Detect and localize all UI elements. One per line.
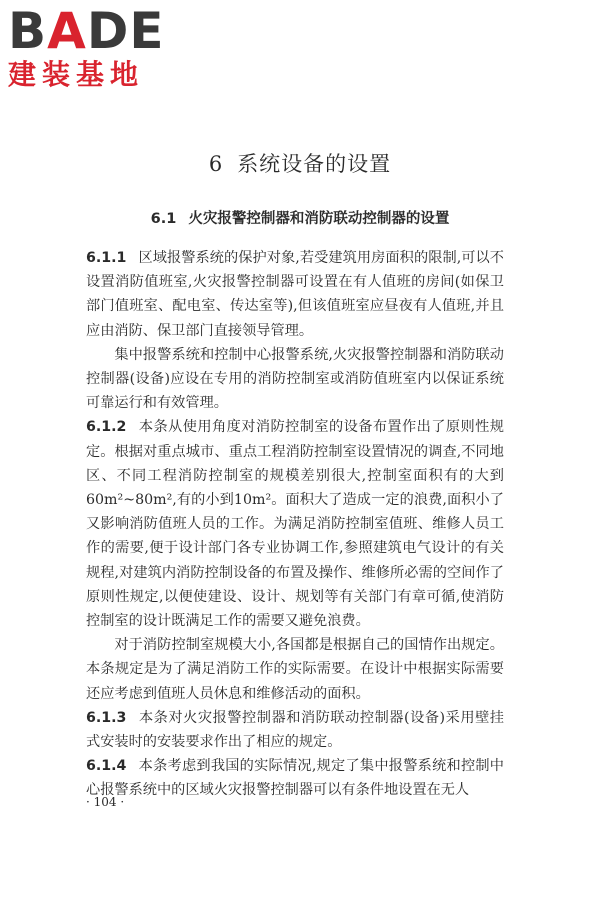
logo-letter-b: B: [8, 2, 48, 60]
clause-number: 6.1.4: [86, 758, 127, 775]
logo-wordmark: [8, 4, 178, 58]
section-title-text: 火灾报警控制器和消防联动控制器的设置: [188, 211, 450, 227]
clause-number: 6.1.1: [86, 250, 127, 266]
paragraph-text: 本条考虑到我国的实际情况,规定了集中报警系统和控制中心报警系统中的区域火灾报警控制器可以有条件地设置在无人: [86, 758, 504, 799]
clause-number: 6.1.3: [86, 709, 127, 726]
logo-letters-de: DE: [86, 2, 165, 60]
body-text: [86, 246, 504, 803]
section-title: [0, 207, 600, 228]
paragraph: [86, 706, 504, 754]
chapter-title: [0, 148, 600, 178]
paragraph: [86, 633, 504, 706]
paragraph-text: 本条对火灾报警控制器和消防联动控制器(设备)采用壁挂式安装时的安装要求作出了相应的规定。: [86, 709, 504, 751]
paragraph-text: 区域报警系统的保护对象,若受建筑用房面积的限制,可以不设置消防值班室,火灾报警控制器可设置在有人值班的房间(如保卫部门值班室、配电室、传达室等),但该值班室应昼夜有人值班,并且应由消防、保卫部门直接领导管理。: [86, 250, 504, 339]
paragraph: [86, 246, 504, 343]
chapter-number: 6: [208, 152, 224, 176]
clause-number: 6.1.2: [86, 419, 127, 436]
logo-letter-a: A: [47, 2, 87, 60]
section-number: 6.1: [150, 211, 177, 227]
paragraph: [86, 754, 504, 802]
paragraph-text: 本条从使用角度对消防控制室的设备布置作出了原则性规定。根据对重点城市、重点工程消防控制室设置情况的调查,不同地区、不同工程消防控制室的规模差别很大,控制室面积有的大到60m²~80m²,有的小到10m²。面积大了造成一定的浪费,面积小了又影响消防值班人员的工作。为满足消防控制室值班、维修人员工作的需要,便于设计部门各专业协调工作,参照建筑电气设计的有关规程,对建筑内消防控制设备的布置及操作、维修所必需的空间作了原则性规定,以便使建设、设计、规划等有关部门有章可循,使消防控制室的设计既满足工作的需要又避免浪费。: [86, 419, 504, 630]
bade-logo: [8, 4, 178, 96]
logo-subtitle: 建装基地: [8, 58, 145, 91]
chapter-title-text: 系统设备的设置: [237, 152, 392, 176]
paragraph: [86, 415, 504, 633]
page-number: · 104 ·: [86, 795, 125, 809]
paragraph-text: 对于消防控制室规模大小,各国都是根据自己的国情作出规定。本条规定是为了满足消防工作的实际需要。在设计中根据实际需要还应考虑到值班人员休息和维修活动的面积。: [86, 637, 504, 702]
paragraph-text: 集中报警系统和控制中心报警系统,火灾报警控制器和消防联动控制器(设备)应设在专用的消防控制室或消防值班室内以保证系统可靠运行和有效管理。: [86, 346, 504, 412]
paragraph: [86, 343, 504, 416]
